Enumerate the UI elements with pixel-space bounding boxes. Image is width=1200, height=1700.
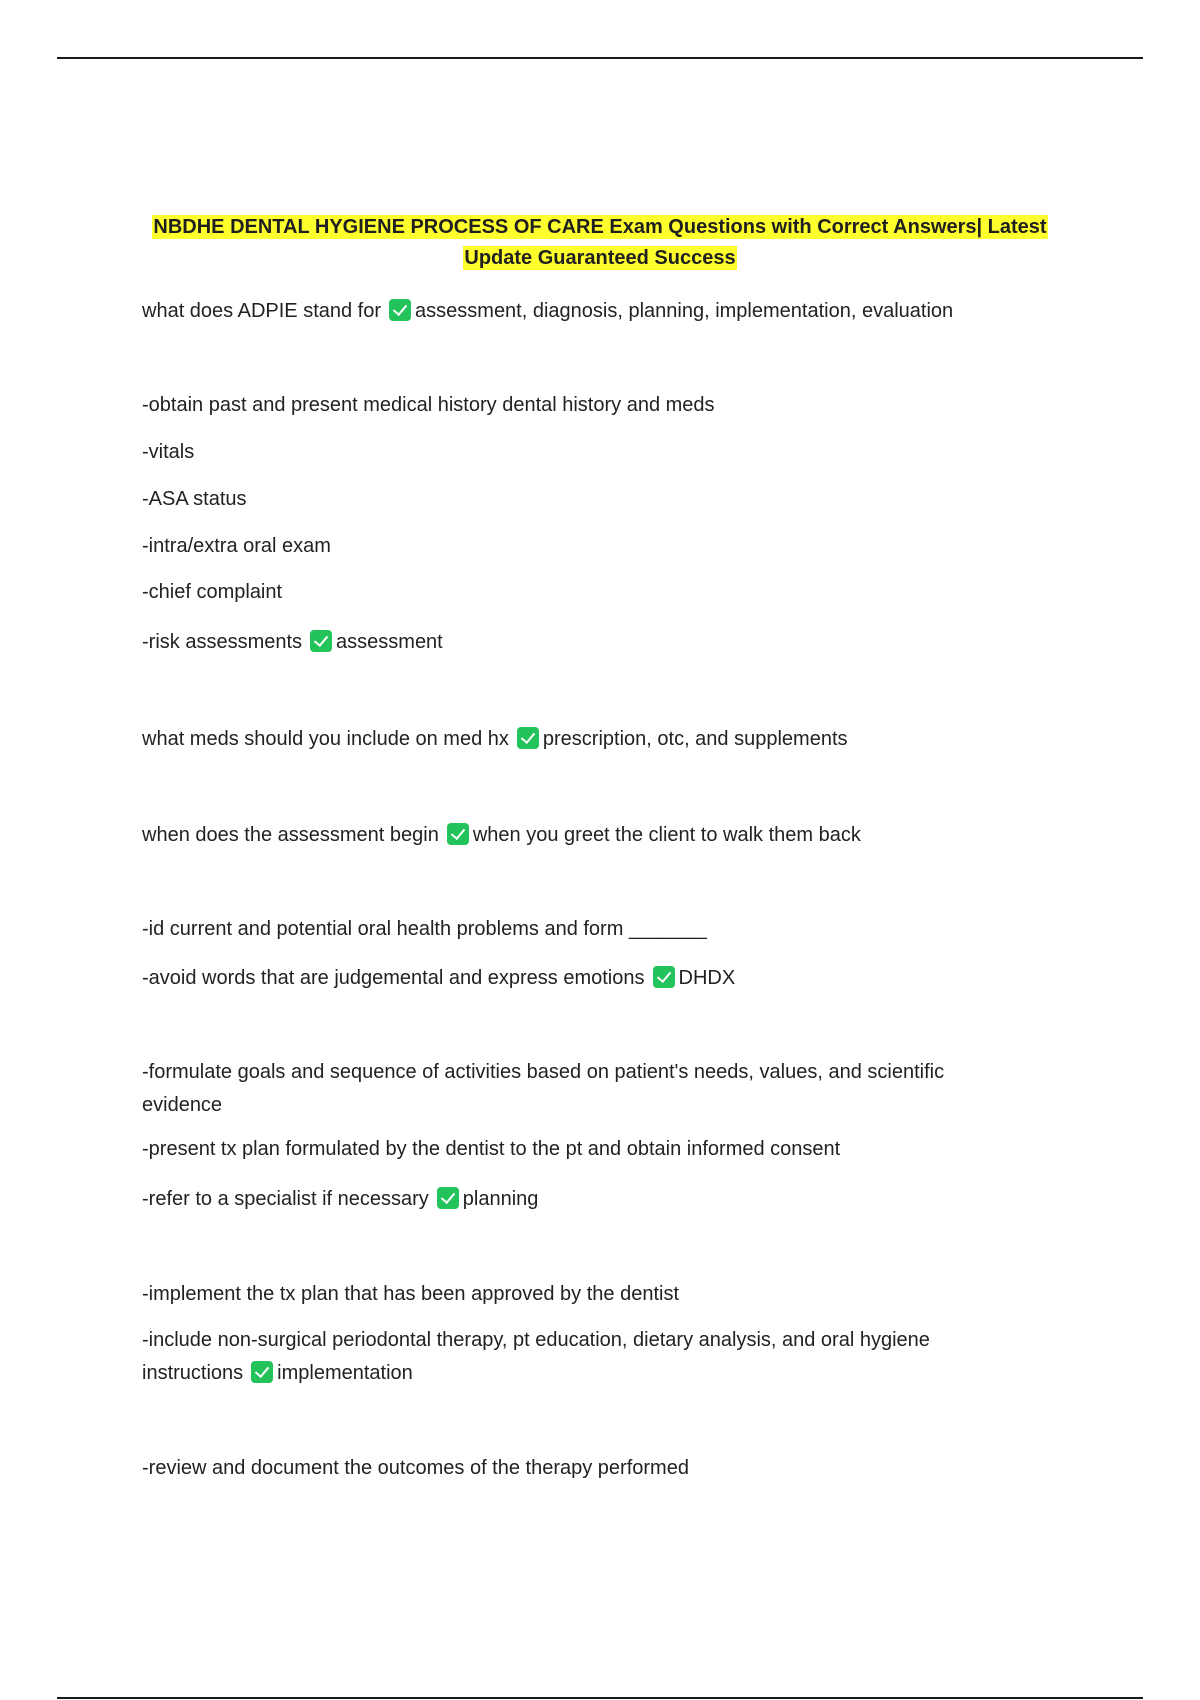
answer-text: planning	[462, 1188, 539, 1210]
answer-text: implementation	[277, 1362, 413, 1384]
bottom-rule	[57, 1697, 1143, 1699]
check-mark-icon	[251, 1361, 273, 1383]
top-rule	[57, 57, 1143, 59]
question-text: -refer to a specialist if necessary	[142, 1188, 429, 1210]
question-text: -risk assessments	[142, 631, 303, 653]
question-line: -ASA status	[142, 488, 247, 510]
question-line: -implement the tx plan that has been approved by the dentist	[142, 1283, 680, 1305]
check-mark-icon	[447, 823, 469, 845]
question-text: -include non-surgical periodontal therapy, pt education, dietary analysis, and oral hygiene instructions	[142, 1329, 930, 1384]
check-mark-icon	[653, 966, 675, 988]
qa-item-adpie	[142, 298, 953, 324]
answer-text: assessment	[336, 631, 443, 653]
question-line: -obtain past and present medical history dental history and meds	[142, 394, 715, 416]
check-mark-icon	[389, 299, 411, 321]
question-text: what does ADPIE stand for	[142, 300, 382, 322]
check-mark-icon	[517, 727, 539, 749]
answer-text: when you greet the client to walk them back	[472, 824, 861, 846]
qa-item-planning	[142, 1186, 538, 1212]
answer-text: assessment, diagnosis, planning, implementation, evaluation	[415, 300, 954, 322]
check-mark-icon	[437, 1187, 459, 1209]
check-mark-icon	[310, 630, 332, 652]
question-line: -review and document the outcomes of the therapy performed	[142, 1457, 689, 1479]
question-line: -chief complaint	[142, 581, 283, 603]
qa-item-meds	[142, 726, 848, 752]
question-text: what meds should you include on med hx	[142, 728, 509, 750]
question-line: -id current and potential oral health problems and form _______	[142, 918, 707, 940]
question-line: -formulate goals and sequence of activities based on patient's needs, values, and scientific evidence	[142, 1061, 945, 1116]
question-line: -intra/extra oral exam	[142, 535, 331, 557]
question-line: -vitals	[142, 441, 195, 463]
document-title	[140, 212, 1060, 274]
qa-item-implementation	[142, 1324, 1022, 1390]
qa-item-assessment	[142, 629, 443, 655]
answer-text: prescription, otc, and supplements	[542, 728, 848, 750]
question-text: -avoid words that are judgemental and express emotions	[142, 967, 645, 989]
qa-item-assessment-begin	[142, 822, 861, 848]
answer-text: DHDX	[678, 967, 736, 989]
qa-item-dhdx	[142, 965, 735, 991]
title-line-1: NBDHE DENTAL HYGIENE PROCESS OF CARE Exam Questions with Correct Answers| Latest	[153, 216, 1047, 238]
title-line-2: Update Guaranteed Success	[464, 247, 736, 269]
question-text: when does the assessment begin	[142, 824, 439, 846]
question-line: -present tx plan formulated by the dentist to the pt and obtain informed consent	[142, 1138, 841, 1160]
